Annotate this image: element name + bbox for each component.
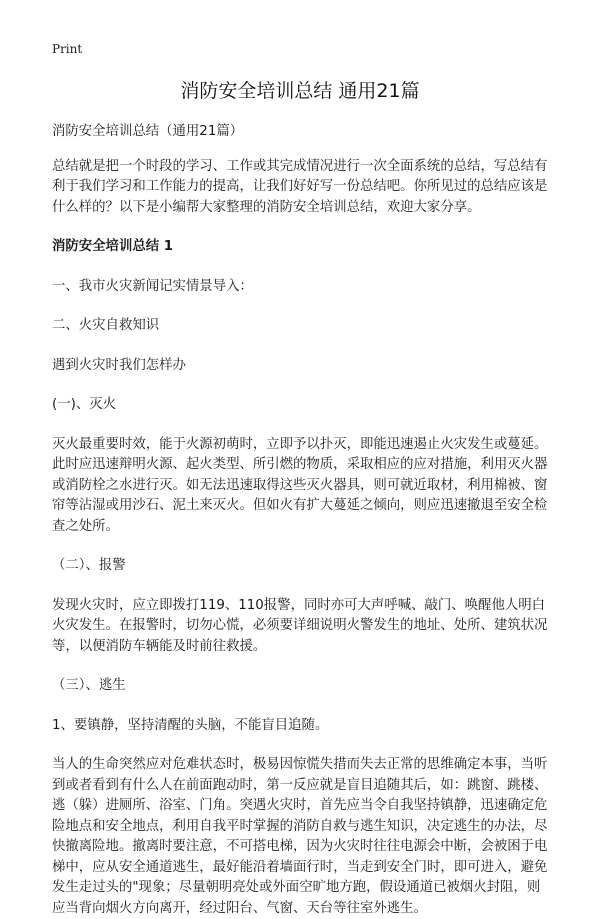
list-item: 1、要镇静，坚持清醒的头脑，不能盲目追随。	[52, 717, 329, 733]
subtitle: 消防安全培训总结（通用21篇）	[52, 124, 244, 139]
section-heading: 消防安全培训总结 1	[52, 239, 174, 254]
subsection-body: 当人的生命突然应对危难状态时，极易因惊慌失措而失去正常的思维确定本事，当听到或者看到有什么人在前面跑动时，第一反应就是盲目追随其后，如：跳窗、跳楼、逃（躲）进厕所、浴室、门角。突遇火灾时，首先应当令自我坚持镇静，迅速确定危险地点和安全地点，利用自我平时掌握的消防自救与逃生知识，决定逃生的办法，尽快撤离险地。撤离时要注意，不可搭电梯，因为火灾时往往电源会中断，会被困于电梯中，应从安全通道逃生，最好能沿着墙面行时，当走到安全门时，即可进入，避免发生走过头的"现象；尽量朝明亮处或外面空旷地方跑，假设通道已被烟火封阻，则应当背向烟火方向离开，经过阳台、气窗、天台等往室外逃生。	[52, 757, 548, 916]
page-title: 消防安全培训总结 通用21篇	[180, 80, 420, 102]
question-text: 遇到火灾时我们怎样办	[52, 357, 186, 373]
print-link[interactable]: Print	[52, 42, 83, 56]
subsection-body: 发现火灾时，应立即拨打119、110报警，同时亦可大声呼喊、敲门、唤醒他人明白火灾发生。在报警时，切勿心慌，必须要详细说明火警发生的地址、处所、建筑状况等，以便消防车辆能及时前往救援。	[52, 597, 548, 654]
subsection-title: （二）、报警	[52, 558, 126, 573]
subsection-title: （三）、逃生	[52, 678, 126, 693]
article-body	[52, 122, 552, 919]
intro-paragraph: 总结就是把一个时段的学习、工作或其完成情况进行一次全面系统的总结，写总结有利于我们学习和工作能力的提高，让我们好好写一份总结吧。你所见过的总结应该是什么样的？以下是小编帮大家整理的消防安全培训总结，欢迎大家分享。	[52, 158, 548, 215]
subsection-title: (一)、灭火	[52, 397, 117, 412]
list-item: 一、我市火灾新闻记实情景导入：	[52, 278, 253, 294]
list-item: 二、火灾自救知识	[52, 318, 160, 333]
subsection-body: 灭火最重要时效，能于火源初萌时，立即予以扑灭，即能迅速遏止火灾发生或蔓延。此时应迅速辩明火源、起火类型、所引燃的物质，采取相应的应对措施，利用灭火器或消防栓之水进行灭。如无法迅速取得这些灭火器具，则可就近取材，利用棉被、窗帘等沾湿或用沙石、泥土来灭火。但如火有扩大蔓延之倾向，则应迅速撤退至安全检查之处所。	[52, 436, 548, 534]
